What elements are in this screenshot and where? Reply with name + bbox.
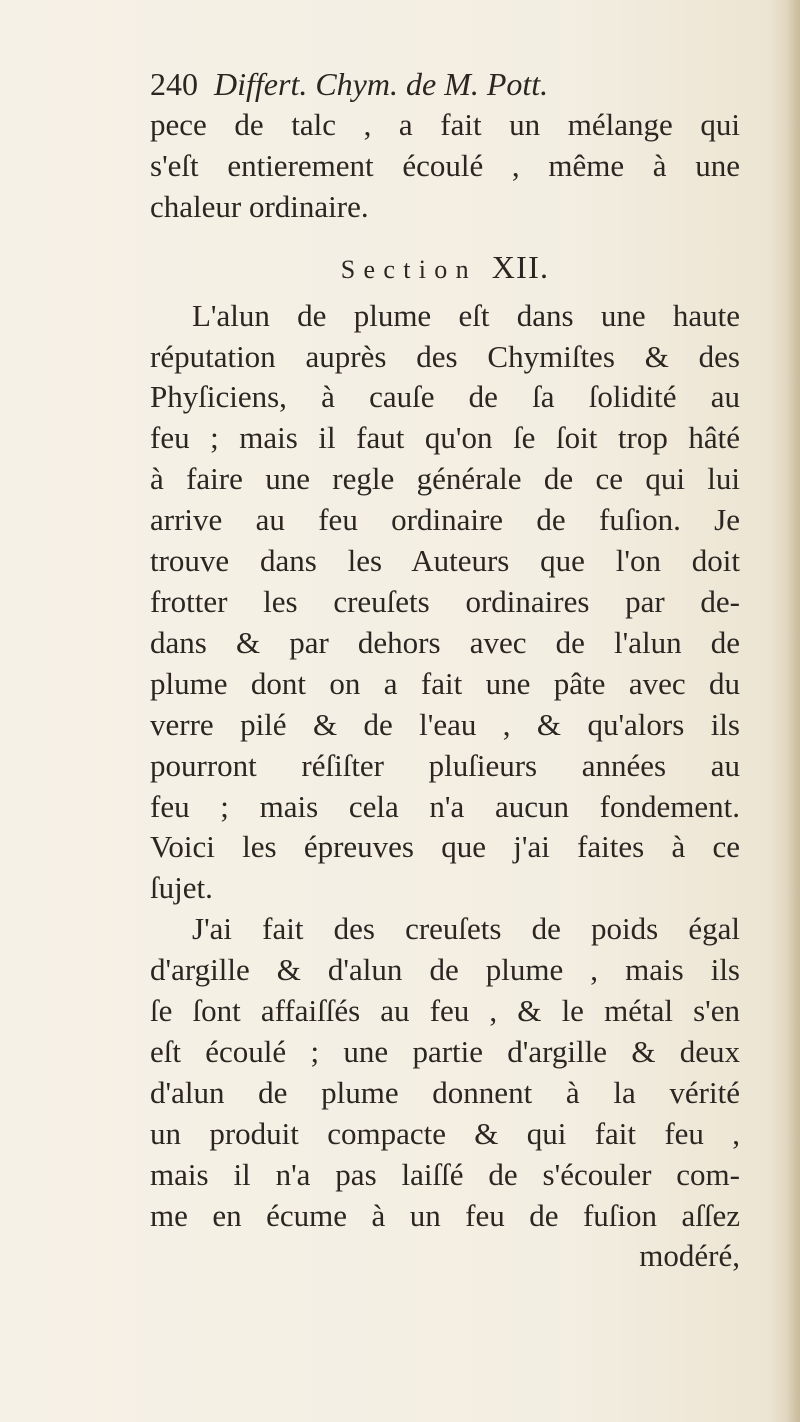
text-line: ſe ſont affaiſſés au feu , & le métal s'en xyxy=(150,993,740,1029)
text-line: verre pilé & de l'eau , & qu'alors ils xyxy=(150,706,740,742)
text-line: plume dont on a fait une pâte avec du xyxy=(150,665,740,701)
text-line: feu ; mais il faut qu'on ſe ſoit trop hâté xyxy=(150,420,740,456)
text-line: un produit compacte & qui fait feu , xyxy=(150,1115,740,1151)
text-line: eſt écoulé ; une partie d'argille & deux xyxy=(150,1033,740,1069)
text-line: trouve dans les Auteurs que l'on doit xyxy=(150,543,740,579)
paragraph-first-line: L'alun de plume eſt dans une haute xyxy=(192,297,740,333)
text-line: mais il n'a pas laiſſé de s'écouler com- xyxy=(150,1156,740,1192)
running-header xyxy=(150,64,740,105)
text-line: frotter les creuſets ordinaires par de- xyxy=(150,583,740,619)
section-heading-number: XII. xyxy=(491,248,550,285)
text-line: d'alun de plume donnent à la vérité xyxy=(150,1074,740,1110)
text-line: dans & par dehors avec de l'alun de xyxy=(150,624,740,660)
text-line: ſujet. xyxy=(150,870,213,906)
text-line: s'eſt entierement écoulé , même à une xyxy=(150,147,740,183)
paragraph-first-line: J'ai fait des creuſets de poids égal xyxy=(192,911,740,947)
catchword: modéré, xyxy=(639,1238,740,1274)
page-text-block xyxy=(150,64,740,1277)
page-edge-shadow xyxy=(786,0,800,1422)
text-line: pourront réſiſter pluſieurs années au xyxy=(150,747,740,783)
running-title: Differt. Chym. de M. Pott. xyxy=(214,66,549,102)
text-line: chaleur ordinaire. xyxy=(150,188,369,224)
text-line: réputation auprès des Chymiſtes & des xyxy=(150,338,740,374)
section-heading-word: Section xyxy=(340,254,477,284)
text-line: me en écume à un feu de fuſion aſſez xyxy=(150,1197,740,1233)
text-line: feu ; mais cela n'a aucun fondement. xyxy=(150,788,740,824)
text-line: Phyſiciens, à cauſe de ſa ſolidité au xyxy=(150,379,740,415)
text-line: d'argille & d'alun de plume , mais ils xyxy=(150,952,740,988)
page-number: 240 xyxy=(150,66,198,102)
text-line: à faire une regle générale de ce qui lui xyxy=(150,461,740,497)
text-line: Voici les épreuves que j'ai faites à ce xyxy=(150,829,740,865)
text-line: arrive au feu ordinaire de fuſion. Je xyxy=(150,502,740,538)
text-line: pece de talc , a fait un mélange qui xyxy=(150,106,740,142)
section-heading xyxy=(150,238,740,296)
